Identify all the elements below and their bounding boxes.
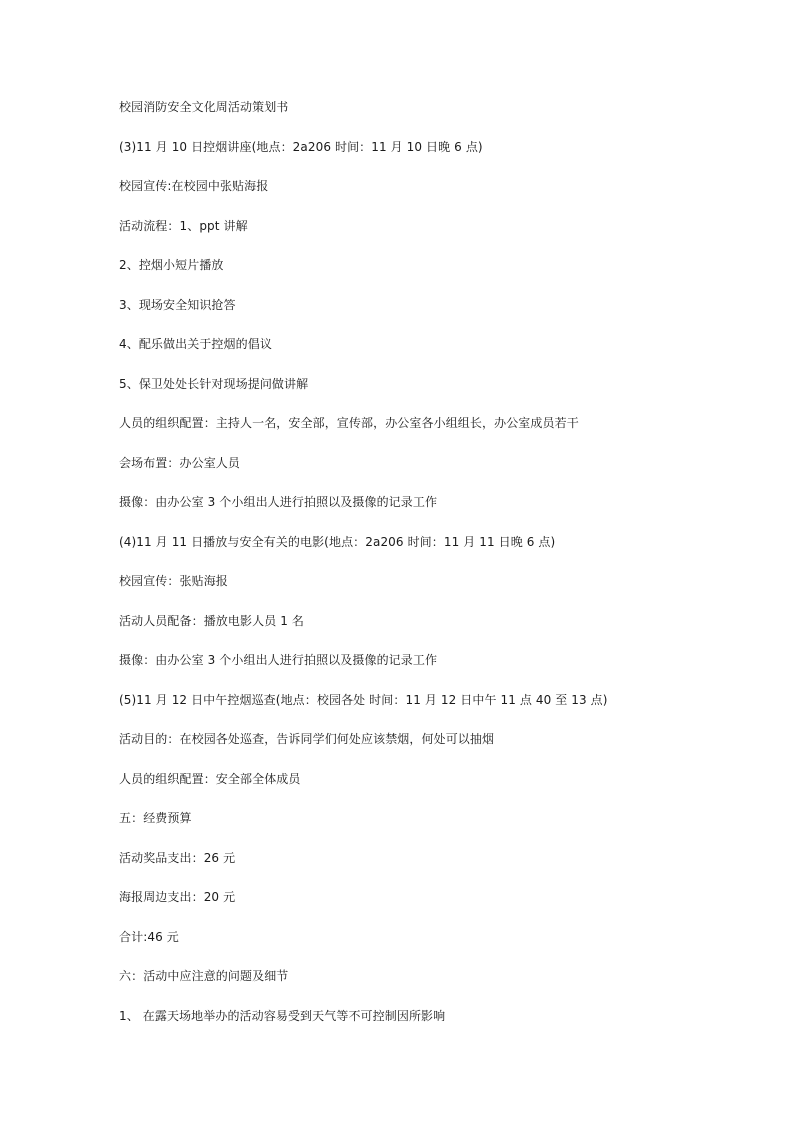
document-title: 校园消防安全文化周活动策划书 [119, 100, 289, 114]
text-line: 人员的组织配置：安全部全体成员 [119, 771, 301, 786]
event-heading-lecture: (3)11 月 10 日控烟讲座(地点：2a206 时间：11 月 10 日晚 6 点) [119, 139, 483, 154]
text-line: 会场布置：办公室人员 [119, 455, 241, 470]
budget-item: 活动奖品支出：26 元 [119, 850, 236, 865]
list-item: 5、保卫处处长针对现场提问做讲解 [119, 376, 309, 391]
list-item: 4、配乐做出关于控烟的倡议 [119, 337, 272, 351]
document-body [119, 98, 719, 1046]
text-line: 校园宣传:在校园中张贴海报 [119, 179, 269, 193]
text-line: 活动人员配备：播放电影人员 1 名 [119, 613, 304, 628]
text-line: 摄像：由办公室 3 个小组出人进行拍照以及摄像的记录工作 [119, 495, 438, 509]
list-item: 3、现场安全知识抢答 [119, 297, 236, 312]
text-line: 活动流程：1、ppt 讲解 [119, 218, 248, 233]
text-line: 活动目的：在校园各处巡查，告诉同学们何处应该禁烟，何处可以抽烟 [119, 732, 495, 746]
text-line: 校园宣传：张贴海报 [119, 574, 228, 588]
section-heading-notes: 六：活动中应注意的问题及细节 [119, 969, 289, 983]
text-line: 人员的组织配置：主持人一名，安全部，宣传部，办公室各小组组长，办公室成员若干 [119, 416, 579, 430]
text-line: 摄像：由办公室 3 个小组出人进行拍照以及摄像的记录工作 [119, 653, 438, 667]
budget-item: 海报周边支出：20 元 [119, 890, 236, 904]
event-heading-patrol: (5)11 月 12 日中午控烟巡查(地点：校园各处 时间：11 月 12 日中午 11 点 40 至 13 点) [119, 692, 608, 707]
section-heading-budget: 五：经费预算 [119, 811, 192, 825]
event-heading-movie: (4)11 月 11 日播放与安全有关的电影(地点：2a206 时间：11 月 11 日晚 6 点) [119, 534, 556, 549]
budget-total: 合计:46 元 [119, 929, 179, 944]
list-item: 2、控烟小短片播放 [119, 258, 224, 272]
list-item: 1、 在露天场地举办的活动容易受到天气等不可控制因所影响 [119, 1008, 446, 1023]
